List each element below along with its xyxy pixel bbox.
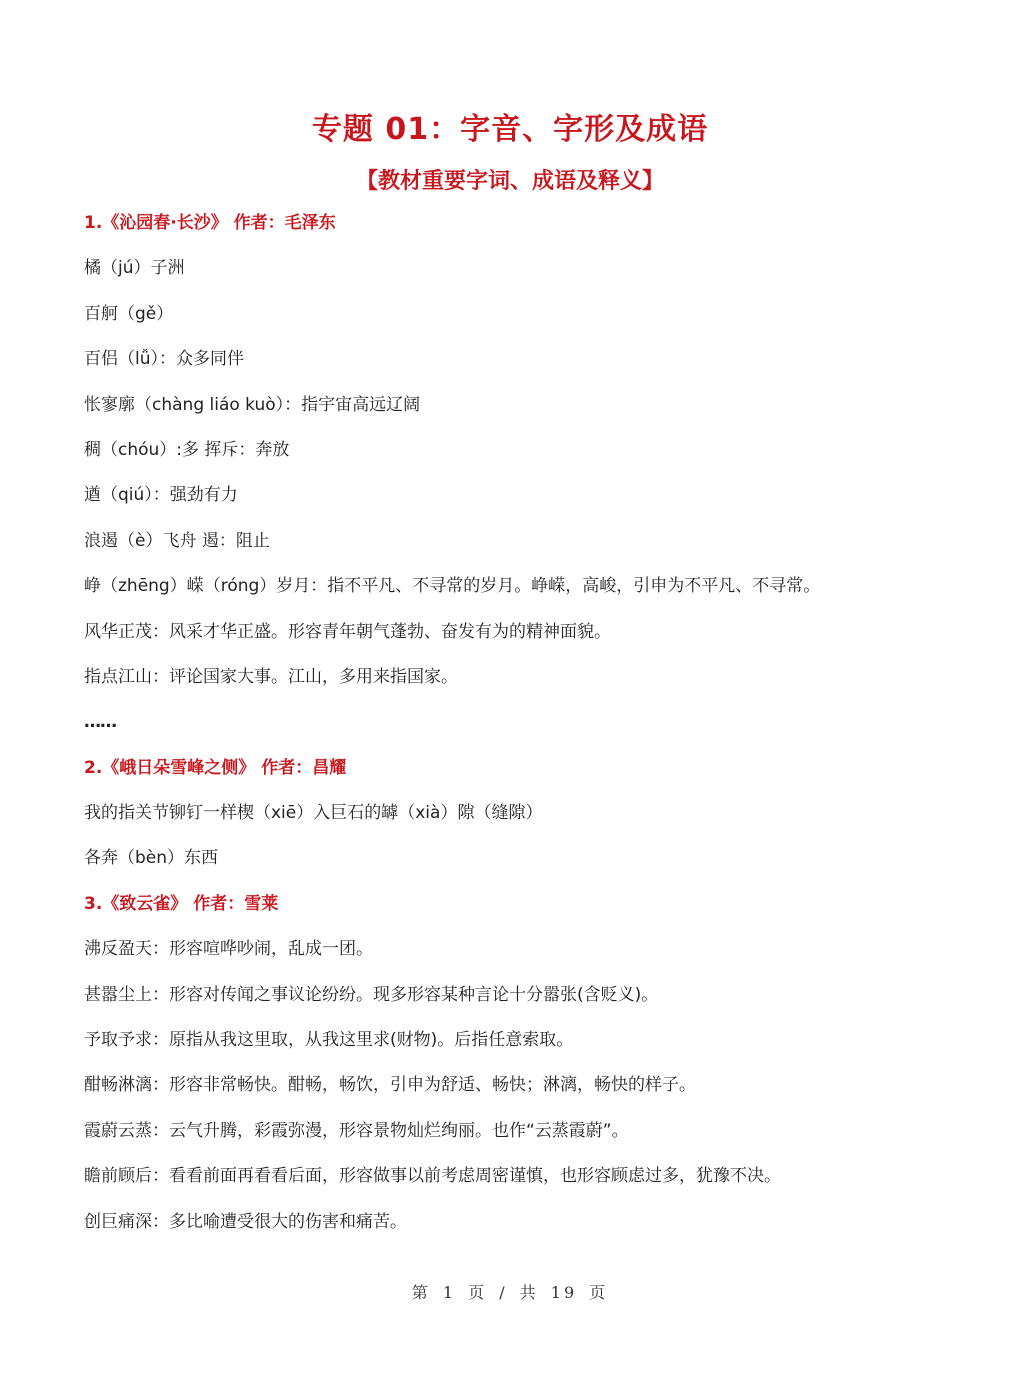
- idiom-item: 创巨痛深：多比喻遭受很大的伤害和痛苦。: [84, 1211, 407, 1232]
- document-subtitle: 【教材重要字词、成语及释义】: [355, 169, 664, 194]
- section-heading-2: 2.《峨日朵雪峰之侧》 作者：昌耀: [84, 757, 347, 778]
- idiom-item: 霞蔚云蒸：云气升腾，彩霞弥漫，形容景物灿烂绚丽。也作“云蒸霞蔚”。: [84, 1120, 629, 1141]
- idiom-item: 瞻前顾后：看看前面再看看后面，形容做事以前考虑周密谨慎，也形容顾虑过多，犹豫不决。: [84, 1166, 781, 1187]
- vocab-item: 我的指关节铆钉一样楔（xiē）入巨石的罅（xià）隙（缝隙）: [84, 803, 543, 824]
- vocab-item: 橘（jú）子洲: [84, 258, 185, 279]
- idiom-item: 沸反盈天：形容喧哗吵闹，乱成一团。: [84, 939, 373, 960]
- vocab-item: 各奔（bèn）东西: [84, 848, 219, 869]
- idiom-item: 指点江山：评论国家大事。江山，多用来指国家。: [84, 666, 458, 687]
- vocab-item: 遒（qiú）：强劲有力: [84, 485, 238, 506]
- document-body: [84, 208, 984, 1252]
- vocab-item: 浪遏（è）飞舟 遏：阻止: [84, 530, 270, 551]
- page-number-footer: 第 1 页 / 共 19 页: [411, 1283, 609, 1302]
- vocab-item: 稠（chóu）:多 挥斥：奔放: [84, 439, 290, 460]
- section-heading-3: 3.《致云雀》 作者：雪莱: [84, 893, 279, 914]
- vocab-item: 怅寥廓（chàng liáo kuò）：指宇宙高远辽阔: [84, 394, 421, 415]
- idiom-item: 酣畅淋漓：形容非常畅快。酣畅，畅饮，引申为舒适、畅快；淋漓，畅快的样子。: [84, 1075, 696, 1096]
- ellipsis: ……: [84, 712, 116, 733]
- idiom-item: 风华正茂：风采才华正盛。形容青年朝气蓬勃、奋发有为的精神面貌。: [84, 621, 611, 642]
- vocab-item: 百舸（gě）: [84, 303, 174, 324]
- section-heading-1: 1.《沁园春·长沙》 作者：毛泽东: [84, 213, 336, 233]
- vocab-item: 百侣（lǚ）：众多同伴: [84, 349, 244, 370]
- vocab-item: 峥（zhēng）嵘（róng）岁月：指不平凡、不寻常的岁月。峥嵘，高峻，引申为不平凡、不寻常。: [84, 576, 821, 597]
- document-title: 专题 01：字音、字形及成语: [311, 112, 709, 147]
- idiom-item: 予取予求：原指从我这里取，从我这里求(财物)。后指任意索取。: [84, 1030, 574, 1051]
- idiom-item: 甚嚣尘上：形容对传闻之事议论纷纷。现多形容某种言论十分嚣张(含贬义)。: [84, 984, 659, 1005]
